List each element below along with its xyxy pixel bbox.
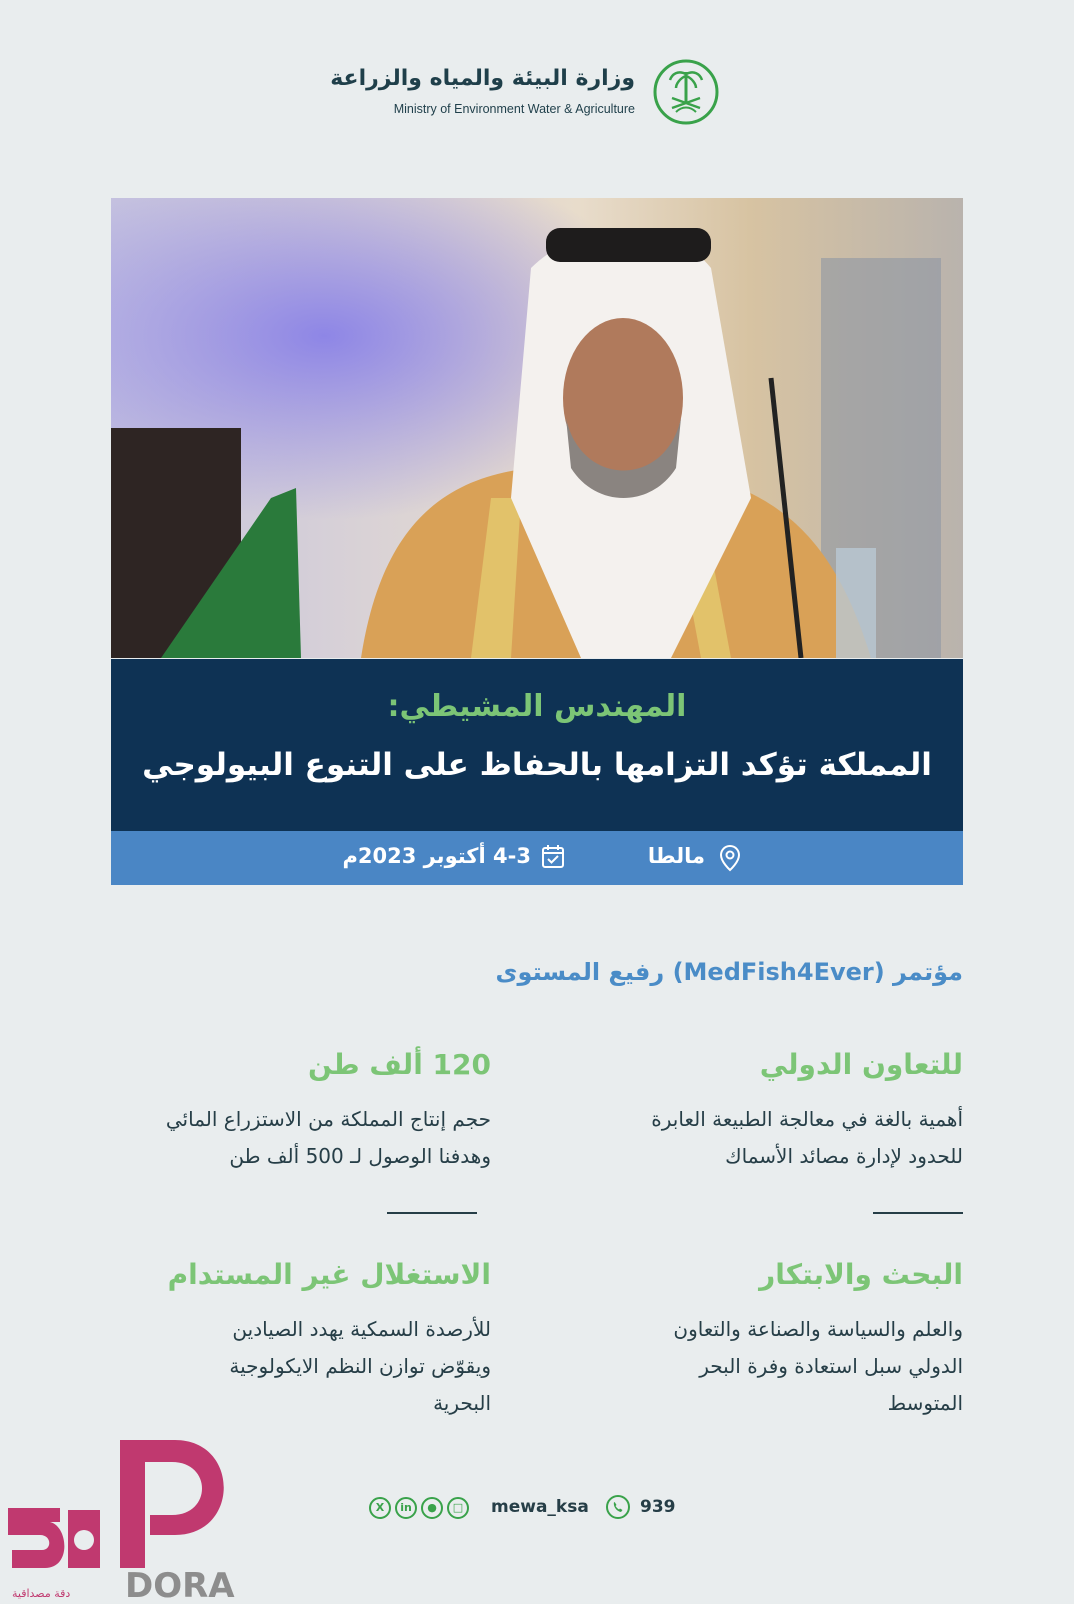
headline-panel: [111, 659, 963, 831]
instagram-icon[interactable]: □: [447, 1497, 469, 1519]
point-heading: البحث والابتكار: [759, 1258, 963, 1291]
hero-photo-illustration: [111, 198, 963, 658]
point-research-innovation: [563, 1258, 963, 1422]
point-body-line: للأرصدة السمكية يهدد الصيادين: [232, 1317, 491, 1341]
speaker-name: المهندس المشيطي:: [387, 689, 687, 724]
calendar-icon: [541, 843, 565, 869]
ministry-name-en: Ministry of Environment Water & Agriculture: [393, 102, 635, 116]
point-body-line: وهدفنا الوصول لـ 500 ألف طن: [229, 1144, 491, 1168]
footer-contacts: [375, 1494, 695, 1526]
event-date: 4-3 أكتوبر 2023م: [342, 844, 531, 868]
headline-text: المملكة تؤكد التزامها بالحفاظ على التنوع البيولوجي: [142, 747, 932, 783]
point-body-line: حجم إنتاج المملكة من الاستزراع المائي: [165, 1107, 491, 1131]
point-body-line: أهمية بالغة في معالجة الطبيعة العابرة: [651, 1107, 963, 1131]
point-body-line: الدولي سبل استعادة وفرة البحر: [699, 1354, 963, 1378]
x-icon[interactable]: X: [369, 1497, 391, 1519]
dora-tagline: دقة مصداقية: [12, 1587, 71, 1600]
point-heading: للتعاون الدولي: [759, 1048, 963, 1081]
point-body-line: البحرية: [433, 1391, 491, 1415]
snapchat-icon[interactable]: ●: [421, 1497, 443, 1519]
palm-swords-emblem-icon: [652, 58, 720, 126]
phone-number[interactable]: 939: [640, 1497, 676, 1517]
event-info-bar: [111, 831, 963, 885]
point-body-line: للحدود لإدارة مصائد الأسماك: [725, 1144, 963, 1168]
ministry-name-ar: وزارة البيئة والمياه والزراعة: [330, 66, 635, 91]
point-unsustainable-exploitation: [111, 1258, 491, 1422]
point-body-line: والعلم والسياسة والصناعة والتعاون: [673, 1317, 963, 1341]
event-location: مالطا: [647, 844, 705, 868]
point-international-cooperation: [563, 1048, 963, 1175]
point-production-volume: [111, 1048, 491, 1175]
ministry-header: [330, 56, 730, 136]
hero-photo: [111, 198, 963, 658]
phone-icon: [605, 1494, 631, 1520]
point-heading: 120 ألف طن: [308, 1048, 491, 1081]
dora-logo-icon: [0, 1440, 250, 1600]
linkedin-icon[interactable]: in: [395, 1497, 417, 1519]
conference-title: مؤتمر (MedFish4Ever) رفيع المستوى: [495, 958, 963, 986]
location-pin-icon: [719, 844, 741, 872]
point-body-line: ويقوّض توازن النظم الايكولوجية: [229, 1354, 491, 1378]
dora-brand-text: DORA: [125, 1566, 235, 1600]
point-body-line: المتوسط: [887, 1391, 963, 1415]
point-heading: الاستغلال غير المستدام: [167, 1258, 491, 1291]
dora-watermark: [0, 1440, 250, 1600]
divider: [873, 1212, 963, 1214]
social-handle[interactable]: mewa_ksa: [491, 1497, 589, 1517]
divider: [387, 1212, 477, 1214]
